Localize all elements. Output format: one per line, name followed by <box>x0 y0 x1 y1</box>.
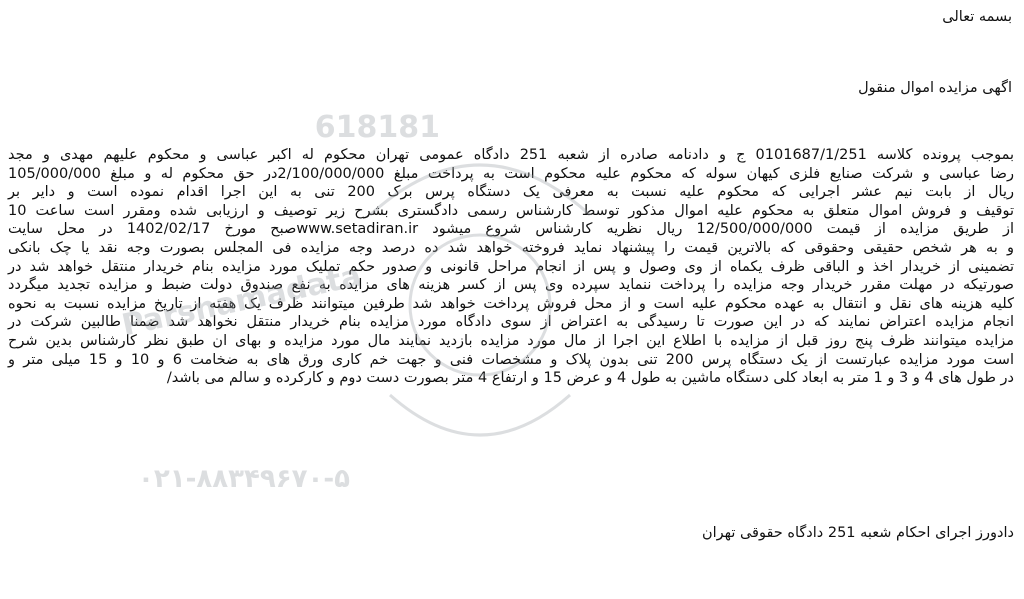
notice-title: اگهی مزایده اموال منقول <box>858 80 1012 96</box>
body-line: کلیه هزینه های نقل و انتقال به عهده محکوم علیه است و از محل فروش پرداخت خواهد شد طرفین میتوانند ظرف یک هفته از تاریخ مزایده نسبت به نحوه <box>8 295 1014 312</box>
signature-line: دادورز اجرای احکام شعبه 251 دادگاه حقوقی تهران <box>701 525 1014 541</box>
body-line: در طول های 4 و 3 و 1 متر به ابعاد کلی دستگاه ماشین به طول 4 و عرض 15 و ارتفاع 4 متر بصورت دست دوم و کارکرده و سالم می باشد/ <box>166 370 1014 387</box>
watermark-number: 618181 <box>314 110 440 145</box>
body-line: صورتیکه در مهلت مقرر خریدار وجه مزایده را پرداخت ننماید سپرده وی پس از کسر هزینه های مزایده به نفع صندوق دولت ضبط و مزایده تجدید میگردد <box>8 277 1014 294</box>
body-line: توقیف و فروش اموال متعلق به محکوم علیه اموال مذکور توسط کارشناس رسمی دادگستری بشرح زیر توصیف و ارزیابی شده ومقرر است ساعت 10 <box>8 202 1014 219</box>
watermark-phone: ۰۲۱-۸۸۳۴۹۶۷۰-۵ <box>137 464 350 494</box>
body-line: بموجب پرونده کلاسه 0101687/1/251 ج و دادنامه صادره از شعبه 251 دادگاه عمومی تهران محکوم له اکبر عباسی و محکوم علیهم مهدی و مجد <box>8 147 1014 163</box>
notice-body <box>8 146 1014 388</box>
body-line: تضمینی از خریدار اخذ و الباقی ظرف یکماه از وی وصول و پس از انجام مراحل قانونی و صدور حکم تملیک مورد مزایده بنام خریدار منتقل خواهد شد در <box>8 258 1014 275</box>
watermark-site-name: Parsnamadata <box>118 258 365 344</box>
body-line: است مورد مزایده عبارتست از یک دستگاه پرس 200 تنی بدون پلاک و مشخصات فنی و جهت خم کاری ورق های به ضخامت 6 و 10 و 15 میلی متر و <box>8 351 1014 368</box>
body-line: انجام مزایده اعتراض نمایند که در این صورت تا رسیدگی به اعتراض از سوی دادگاه مورد مزایده بنام خریدار منتقل نخواهد شد ضمنا طالبین شرکت در <box>8 314 1014 331</box>
body-line: رضا عباسی و شرکت صنایع فلزی کیهان سوله که محکوم علیه محکوم است به پرداخت مبلغ 2/100/000/000در حق محکوم له و مبلغ 105/000/000 <box>8 165 1014 182</box>
body-line: و به هر شخص حقیقی وحقوقی که بالاترین قیمت را پیشنهاد نماید فروخته خواهد شد ده درصد وجه مزایده فی المجلس بصورت وجه نقد یا چک بانکی <box>8 239 1014 256</box>
body-line: ریال از بابت نیم عشر اجرایی که محکوم علیه نسبت به معرفی یک دستگاه پرس برک 200 تنی به این اجرا اقدام نموده است و دایر بر <box>8 184 1014 201</box>
invocation-heading: بسمه تعالی <box>942 9 1012 25</box>
body-line: از طریق مزایده از قیمت 12/500/000/000 ریال نظریه کارشناس شروع میشود www.setadiran.irصبح مورخ 1402/02/17 در محل سایت <box>8 221 1015 238</box>
body-line: مزایده میتوانند ظرف پنج روز قبل از مزایده با اطلاع این اجرا از مال مورد مزایده بازدید نمایند مال مورد مزایده و بهای ان طبق نظر کارشناس بدین شرح <box>8 332 1014 349</box>
